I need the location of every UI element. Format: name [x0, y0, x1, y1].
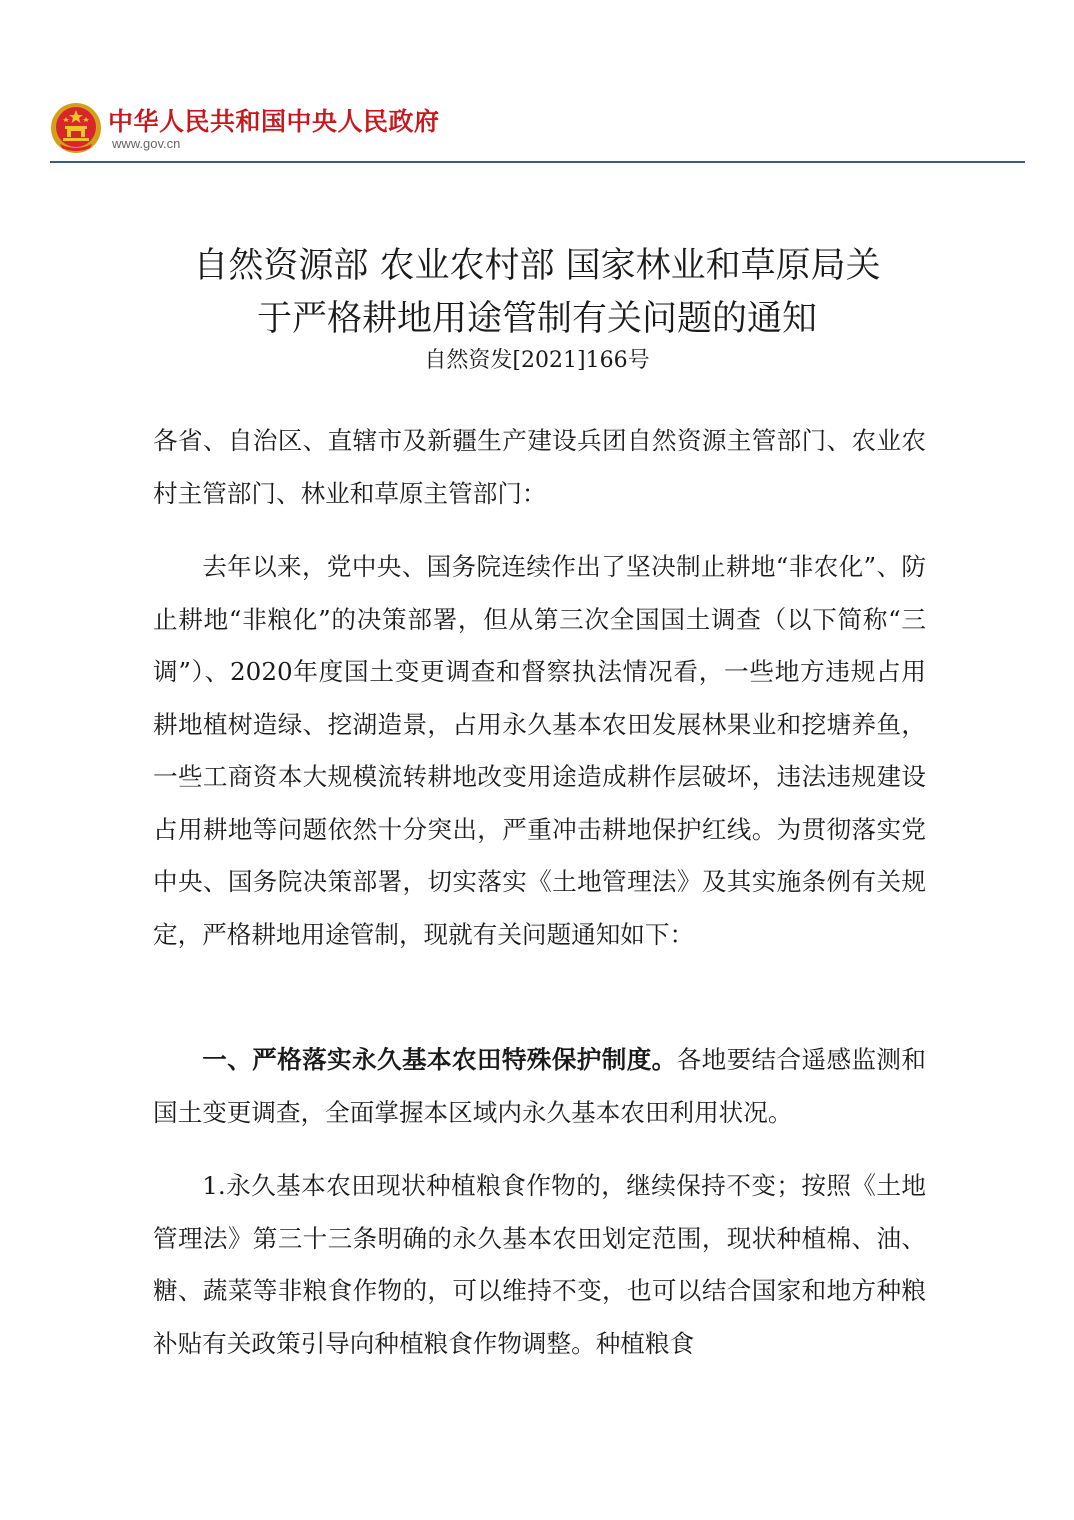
- document-title: [110, 240, 964, 346]
- section-1: [153, 1034, 926, 1139]
- site-header: [50, 96, 1025, 164]
- addressee: 各省、自治区、直辖市及新疆生产建设兵团自然资源主管部门、农业农村主管部门、林业和草原主管部门：: [153, 426, 926, 508]
- item-1: 1.永久基本农田现状种植粮食作物的，继续保持不变；按照《土地管理法》第三十三条明确的永久基本农田划定范围，现状种植棉、油、糖、蔬菜等非粮食作物的，可以维持不变，也可以结合国家和地方种粮补贴有关政策引导向种植粮食作物调整。种植粮食: [153, 1171, 926, 1358]
- national-emblem-icon: [50, 102, 102, 154]
- header-divider: [50, 161, 1025, 163]
- site-url: www.gov.cn: [112, 136, 181, 151]
- document-number: 自然资发[2021]166号: [424, 348, 650, 373]
- site-name: 中华人民共和国中央人民政府: [108, 107, 440, 136]
- section-1-heading: 一、严格落实永久基本农田特殊保护制度。: [202, 1045, 677, 1074]
- section-1-text: 各地要结合遥感监测和国土变更调查，全面掌握本区域内永久基本农田利用状况。: [153, 1045, 926, 1127]
- title-line-2: 于严格耕地用途管制有关问题的通知: [256, 299, 817, 339]
- title-line-1: 自然资源部 农业农村部 国家林业和草原局关: [193, 246, 881, 286]
- paragraph-intro: 去年以来，党中央、国务院连续作出了坚决制止耕地“非农化”、防止耕地“非粮化”的决策部署，但从第三次全国国土调查（以下简称“三调”）、2020年度国土变更调查和督察执法情况看，一些地方违规占用耕地植树造绿、挖湖造景，占用永久基本农田发展林果业和挖塘养鱼，一些工商资本大规模流转耕地改变用途造成耕作层破坏，违法违规建设占用耕地等问题依然十分突出，严重冲击耕地保护红线。为贯彻落实党中央、国务院决策部署，切实落实《土地管理法》及其实施条例有关规定，严格耕地用途管制，现就有关问题通知如下：: [153, 552, 926, 949]
